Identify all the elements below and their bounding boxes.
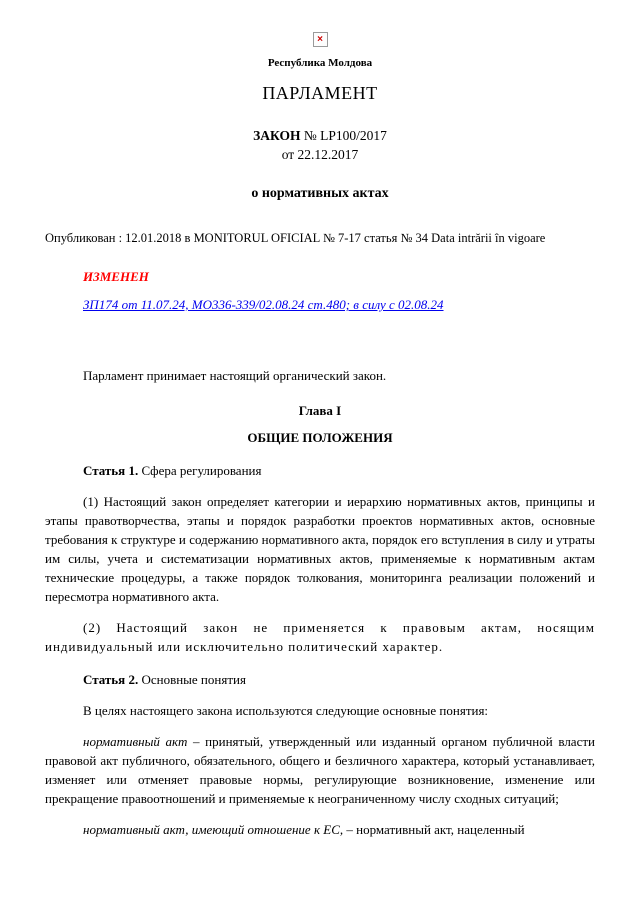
definition-term: нормативный акт xyxy=(83,734,188,749)
chapter-label: Глава I xyxy=(298,403,342,418)
preamble-paragraph: Парламент принимает настоящий органический закон. xyxy=(83,368,387,383)
law-number: № LP100/2017 xyxy=(300,128,387,143)
institution-name: ПАРЛАМЕНТ xyxy=(262,83,378,103)
article-2-label: Статья 2. xyxy=(83,672,139,687)
definition-normative-act xyxy=(45,732,595,808)
amended-label: ИЗМЕНЕН xyxy=(83,269,149,284)
law-label: ЗАКОН xyxy=(253,128,301,143)
article-1-label: Статья 1. xyxy=(83,463,139,478)
broken-image-glyph: × xyxy=(317,33,323,45)
amendment-link-row xyxy=(83,296,595,314)
law-title: о нормативных актах xyxy=(251,186,389,201)
article-1-paragraph-1: (1) Настоящий закон определяет категории и иерархию нормативных актов, принципы и этапы правотворчества, этапы и порядок разработки проектов нормативных актов, основные требования к структуре и содержанию нормативного акта, порядок его вступления в силу и утраты им силы, учета и систематизации нормативных актов, применяемые к нормативным актам технические процедуры, а также порядок толкования, мониторинга реализации положений и пересмотра нормативного акта. xyxy=(45,494,595,604)
article-2-heading xyxy=(45,670,595,689)
article-2-title: Основные понятия xyxy=(138,672,246,687)
article-1-heading xyxy=(45,461,595,480)
broken-image-icon xyxy=(313,32,328,47)
article-1-paragraph-2: (2) Настоящий закон не применяется к правовым актам, носящим индивидуальный или исключительно политический характер. xyxy=(45,620,595,654)
article-1-title: Сфера регулирования xyxy=(138,463,262,478)
publication-info: Опубликован : 12.01.2018 в MONITORUL OFICIAL № 7-17 статья № 34 Data intrării în vigoare xyxy=(45,231,546,245)
law-date: от 22.12.2017 xyxy=(281,147,359,162)
chapter-title: ОБЩИЕ ПОЛОЖЕНИЯ xyxy=(247,430,393,445)
broken-image-row xyxy=(45,30,595,47)
country-name: Республика Молдова xyxy=(267,57,373,69)
article-2-intro: В целях настоящего закона используются следующие основные понятия: xyxy=(83,703,489,718)
definition-text: – принятый, утвержденный или изданный органом публичной власти правовой акт публичного, обязательного, общего и безличного характера, который устанавливает, изменяет или отменяет правовые нормы, регулирующие возникновение, изменение или прекращение правоотношений и применяемые к неограниченному числу сходных ситуаций; xyxy=(45,734,595,806)
definition-eu-related-act xyxy=(45,820,595,839)
definition-term: нормативный акт, имеющий отношение к ЕС, xyxy=(83,822,344,837)
amendment-link[interactable]: ЗП174 от 11.07.24, МО336-339/02.08.24 ст.480; в силу с 02.08.24 xyxy=(83,297,444,312)
law-number-line xyxy=(45,126,595,145)
definition-text: – нормативный акт, нацеленный xyxy=(343,822,525,837)
